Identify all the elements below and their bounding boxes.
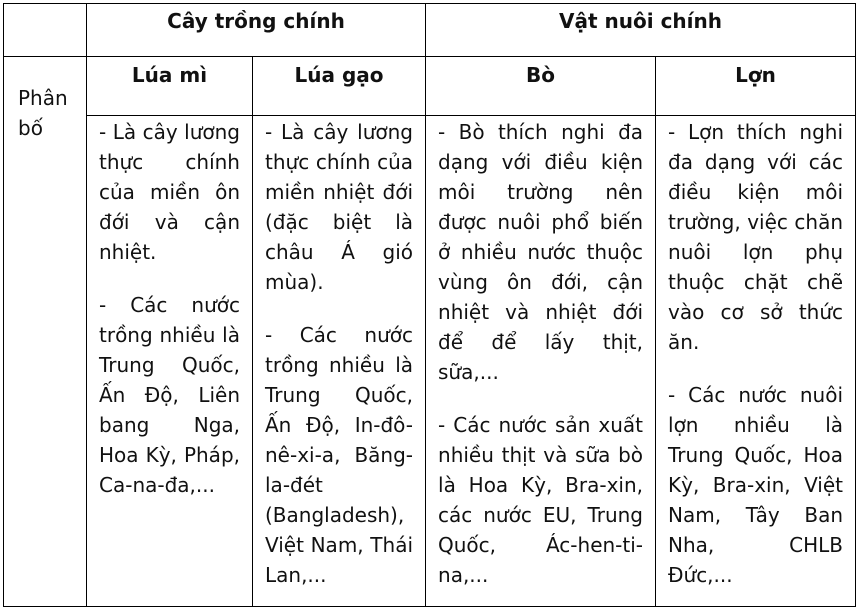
empty-corner-cell — [4, 4, 87, 57]
cell-rice — [253, 116, 426, 607]
pig-description: - Lợn thích nghi đa dạng với các điều kiện môi trường, việc chăn nuôi lợn phụ thuộc chặt chẽ vào cơ sở thức ăn. — [668, 120, 844, 354]
column-header-pig — [656, 57, 856, 116]
wheat-countries: - Các nước trồng nhiều là Trung Quốc, Ấn Độ, Liên bang Nga, Hoa Kỳ, Pháp, Ca-na-đa,... — [99, 293, 240, 497]
cattle-countries: - Các nước sản xuất nhiều thịt và sữa bò là Hoa Kỳ, Bra-xin, các nước EU, Trung Quốc, Ác-hen-ti-na,... — [438, 413, 644, 587]
column-header-cattle — [426, 57, 656, 116]
column-header-wheat — [87, 57, 253, 116]
rice-description: - Là cây lương thực chính của miền nhiệt đới (đặc biệt là châu Á gió mùa). — [265, 120, 414, 294]
rice-countries: - Các nước trồng nhiều là Trung Quốc, Ấn Độ, In-đô-nê-xi-a, Băng-la-đét (Bangladesh), Việt Nam, Thái Lan,... — [265, 323, 414, 587]
group-header-livestock — [426, 4, 856, 57]
comparison-table — [3, 3, 856, 607]
column-header-rice-text: Lúa gạo — [294, 63, 384, 87]
column-header-wheat-text: Lúa mì — [131, 63, 208, 87]
cell-wheat — [87, 116, 253, 607]
cattle-description: - Bò thích nghi đa dạng với điều kiện môi trường nên được nuôi phổ biến ở nhiều nước thuộc vùng ôn đới, cận nhiệt và nhiệt đới để để lấy thịt, sữa,... — [438, 120, 644, 384]
wheat-description: - Là cây lương thực chính của miền ôn đới và cận nhiệt. — [99, 120, 240, 264]
group-header-crops — [87, 4, 426, 57]
cell-cattle — [426, 116, 656, 607]
column-header-pig-text: Lợn — [735, 63, 776, 87]
column-header-cattle-text: Bò — [526, 63, 555, 87]
cell-pig — [656, 116, 856, 607]
column-header-rice — [253, 57, 426, 116]
group-header-livestock-text: Vật nuôi chính — [559, 9, 722, 33]
row-label-distribution: Phân bố — [4, 57, 87, 607]
group-header-crops-text: Cây trồng chính — [167, 9, 345, 33]
pig-countries: - Các nước nuôi lợn nhiều là Trung Quốc, Hoa Kỳ, Bra-xin, Việt Nam, Tây Ban Nha, CHLB Đức,... — [668, 383, 844, 587]
